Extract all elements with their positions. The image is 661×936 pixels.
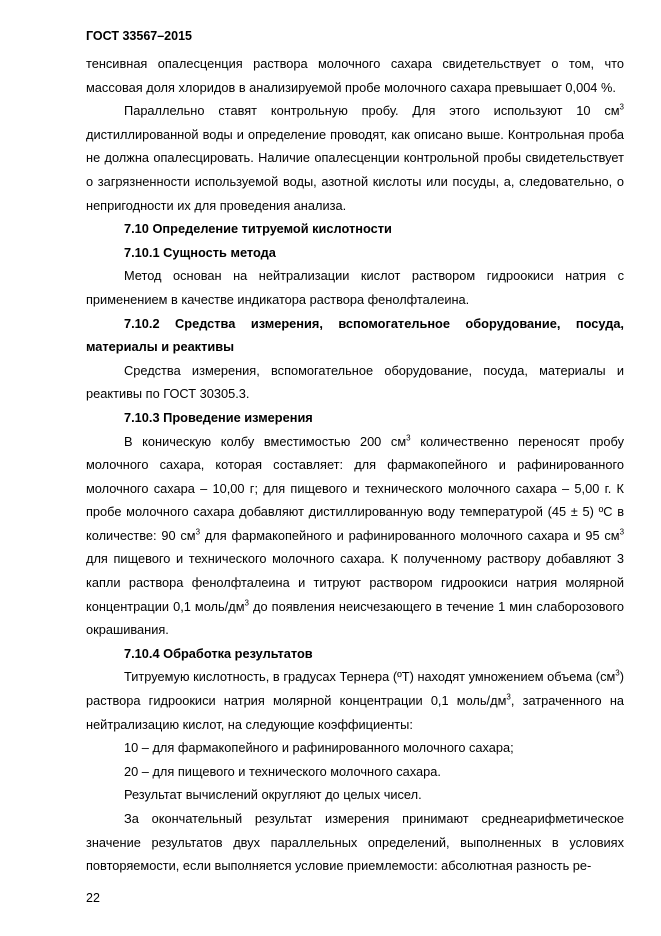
paragraph-control-sample: Параллельно ставят контрольную пробу. Для этого используют 10 $см^3$ дистиллированной воды и определение проводят, как описано выше. Контрольная проба не должна опалесцировать. Наличие опалесценции контрольной пробы свидетельствует о загрязненности используемой воды, азотной кислоты или посуды, а, следовательно, о непригодности их для проведения анализа. bbox=[86, 102, 624, 213]
section-heading-7-10-3: 7.10.3 Проведение измерения bbox=[124, 409, 313, 425]
paragraph-opalescence-result: тенсивная опалесценция раствора молочного сахара свидетельствует о том, что массовая доля хлоридов в анализируемой пробе молочного сахара превышает 0,004 %. bbox=[86, 56, 624, 95]
section-heading-7-10: 7.10 Определение титруемой кислотности bbox=[124, 221, 392, 237]
paragraph-acidity-calculation: Титруемую кислотность, в градусах Тернера (ºТ) находят умножением объема $(см^3)$ раствора гидроокиси натрия молярной концентрации 0,1 моль/$дм^3$, затраченного на нейтрализацию кислот, на следующие коэффициенты: bbox=[86, 669, 625, 732]
coefficient-item-food: 20 – для пищевого и технического молочного сахара. bbox=[124, 763, 441, 779]
paragraph-equipment: Средства измерения, вспомогательное оборудование, посуда, материалы и реактивы по ГОСТ 30305.3. bbox=[86, 362, 624, 402]
paragraph-final-result: За окончательный результат измерения принимают среднеарифметическое значение результатов двух параллельных определений, выполненных в условиях повторяемости, если выполняется условие приемлемости: абсолютная разность ре- bbox=[86, 811, 624, 874]
section-heading-7-10-2: 7.10.2 Средства измерения, вспомогательное оборудование, посуда, материалы и реактивы bbox=[86, 315, 624, 355]
document-body bbox=[86, 52, 624, 878]
section-heading-7-10-1: 7.10.1 Сущность метода bbox=[124, 244, 276, 260]
page-number: 22 bbox=[86, 891, 100, 905]
coefficient-item-pharma: 10 – для фармакопейного и рафинированного молочного сахара; bbox=[124, 740, 514, 756]
paragraph-method-essence: Метод основан на нейтрализации кислот раствором гидроокиси натрия с применением в качестве индикатора раствора фенолфталеина. bbox=[86, 268, 624, 307]
standard-header: ГОСТ 33567–2015 bbox=[86, 29, 192, 43]
paragraph-measurement-procedure: В коническую колбу вместимостью 200 $см^3$ количественно переносят пробу молочного сахара, которая составляет: для фармакопейного и рафинированного молочного сахара – 10,00 г; для пищевого и технического молочного сахара – 5,00 г. К пробе молочного сахара добавляют дистиллированную воду температурой (45 ± 5) ºС в количестве: 90 $см^3$ для фармакопейного и рафинированного молочного сахара и 95 $см^3$ для пищевого и технического молочного сахара. К полученному раствору добавляют 3 капли раствора фенолфталеина и титруют раствором гидроокиси натрия молярной концентрации 0,1 моль/$дм^3$ до появления неисчезающего в течение 1 мин слаборозового окрашивания. bbox=[86, 433, 625, 638]
paragraph-rounding: Результат вычислений округляют до целых чисел. bbox=[124, 787, 422, 803]
section-heading-7-10-4: 7.10.4 Обработка результатов bbox=[124, 645, 313, 661]
